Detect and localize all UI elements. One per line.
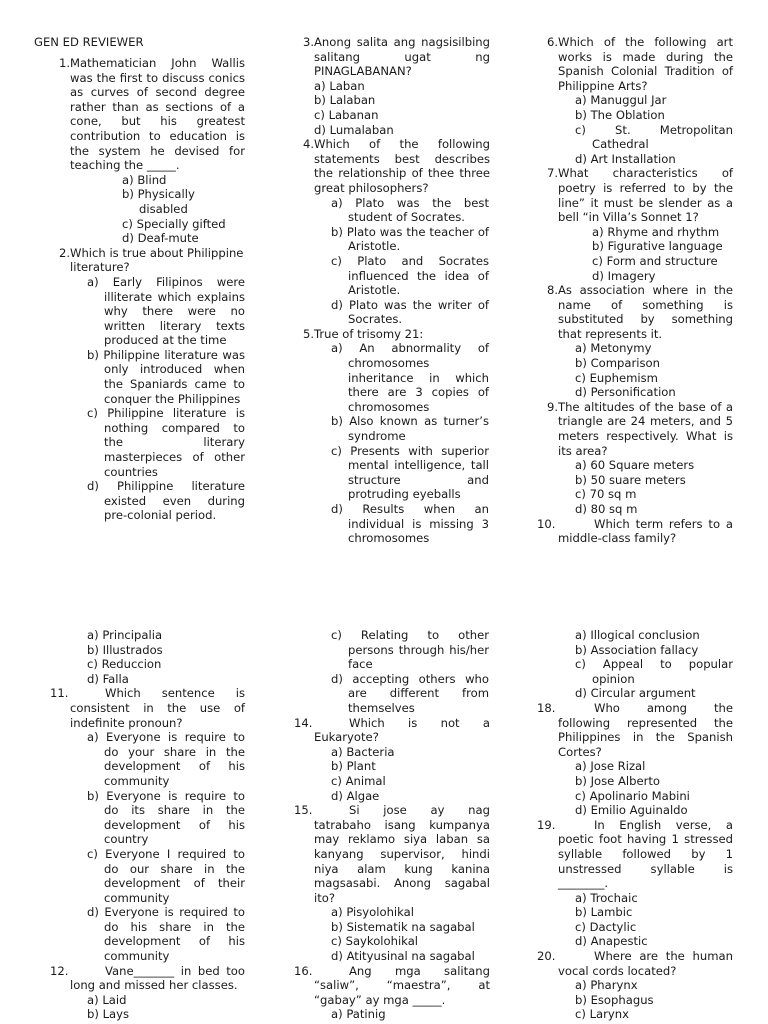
option: b) Philippine literature was only introduced when the Spaniards came to conquer the Philippines [87,347,245,406]
option: a) Pisyolohikal [331,905,414,920]
option: c) Form and structure [592,253,718,268]
option: a) Early Filipinos were illiterate which explains why there were no written literary texts produced at the time [87,274,245,348]
question-text: Which of the following art works is made during the Spanish Colonial Tradition of Philippine Arts? [558,35,733,93]
options-list [575,759,733,817]
option: c) Labanan [314,107,379,122]
option: c) Saykolohikal [331,934,419,949]
option: d) Everyone is required to do his share in the development of his community [87,905,245,964]
option: c) Everyone I required to do our share in the development of their community [87,846,245,905]
option: d) Deaf-mute [122,231,199,246]
question-11 [50,686,245,963]
option: b) Lambic [575,905,633,920]
option: a) Patinig [331,1007,386,1022]
question-1 [50,56,245,246]
option: a) Laban [314,78,365,93]
page1-column-3 [537,35,733,546]
option: c) Animal [331,773,386,788]
option: b) Lalaban [314,93,376,108]
option: d) Atityusinal na sagabal [331,949,475,964]
options-list [87,275,245,523]
option: c) Dactylic [575,919,637,934]
option: d) Circular argument [575,686,696,701]
option: b) The Oblation [575,107,665,122]
question-number: 8. [546,283,558,298]
question-number: 10. [537,516,556,531]
option: a) Trochaic [575,890,638,905]
question-text: As association where in the name of something is substituted by something that represents it. [558,283,733,341]
option: d) Lumalaban [314,122,394,137]
option: d) accepting others who are different from themselves [331,671,489,715]
options-list [575,628,733,701]
option: a) Everyone is require to do your share in the development of his community [87,730,245,788]
question-text: Which of the following statements best describes the relationship of thee three great philosophers? [314,137,490,195]
option: c) Relating to other persons through his/her face [331,628,489,672]
options-list [575,341,733,399]
document-title: GEN ED REVIEWER [34,35,144,49]
options-list [575,93,733,166]
option: c) Plato and Socrates influenced the idea of Aristotle. [331,253,489,298]
question-6 [537,35,733,166]
options-list [122,173,232,246]
page2-column-2 [294,628,490,1022]
options-list [314,79,490,137]
option: b) Esophagus [575,992,654,1007]
option: b) Plant [331,759,376,774]
question-10 [537,517,733,546]
option: b) Sistematik na sagabal [331,919,475,934]
option: b) Comparison [575,356,660,371]
option: d) Falla [87,671,129,686]
option: a) Rhyme and rhythm [592,224,720,239]
question-number: 4. [302,137,314,152]
option: c) Philippine literature is nothing compared to the literary masterpieces of other countries [87,406,245,479]
options-list [331,905,490,963]
question-number: 9. [546,399,558,414]
option: b) Everyone is require to do its share in the development of his country [87,788,245,847]
page2-column-1 [50,628,245,1022]
question-number: 15. [294,803,313,818]
options-list [575,458,733,516]
option: b) Physically disabled [122,187,195,216]
option: c) St. Metropolitan Cathedral [575,122,733,152]
question-14 [294,716,490,804]
question-text: Which term refers to a middle-class family? [558,516,733,546]
question-text: Si jose ay nag tatrabaho isang kumpanya may reklamo siya laban sa kanyang supervisor, hindi niya alam kung kanina magsasabi. Anong sagabal ito? [314,803,490,905]
options-list [87,628,245,686]
option: c) Apolinario Mabini [575,788,690,803]
question-text: The altitudes of the base of a triangle are 24 meters, and 5 meters respectively. What is its area? [558,399,733,458]
option: a) Illogical conclusion [575,628,700,642]
options-list [331,745,490,803]
option: a) Bacteria [331,744,395,759]
option: c) 70 sq m [575,487,637,502]
option: c) Larynx [575,1007,629,1022]
page1-column-2 [294,35,490,546]
option: d) Imagery [592,268,656,283]
option: d) Art Installation [575,151,676,166]
question-number: 12. [50,963,69,978]
question-12 [50,964,245,1022]
question-text: Ang mga salitang “saliw”, “maestra”, at “gabay” ay mga _____. [314,963,490,1007]
option: b) Figurative language [592,239,723,254]
question-number: 19. [537,817,556,832]
question-number: 14. [294,715,313,730]
option: a) 60 Square meters [575,458,695,473]
question-9 [537,400,733,517]
options-list [87,993,245,1022]
question-number: 20. [537,949,556,964]
question-text: Vane_______ in bed too long and missed her classes. [70,963,245,993]
question-19 [537,818,733,949]
question-5 [294,327,490,546]
options-list [331,1007,490,1022]
question-text: Which is true about Philippine literature? [70,245,244,275]
question-number: 1. [58,56,70,70]
options-list [87,730,245,964]
option: b) 50 suare meters [575,472,686,487]
option: c) Specially gifted [122,216,226,231]
question-number: 16. [294,963,313,978]
option: d) Personification [575,385,676,400]
option: d) Philippine literature existed even during pre-colonial period. [87,479,245,523]
options-list [331,196,489,327]
question-text: True of trisomy 21: [314,326,424,341]
option: b) Illustrados [87,642,163,657]
question-20 [537,949,733,1022]
option: b) Also known as turner’s syndrome [331,414,489,444]
question-number: 6. [546,35,558,49]
question-number: 3. [302,35,314,49]
question-text: Where are the human vocal cords located? [558,949,733,978]
options-list [592,225,733,283]
question-4 [294,137,490,327]
option: a) Principalia [87,628,163,642]
option: c) Euphemism [575,370,658,385]
question-8 [537,283,733,400]
option: a) Plato was the best student of Socrates. [331,195,489,225]
option: d) Plato was the writer of Socrates. [331,297,489,327]
option: a) Blind [122,172,167,187]
question-number: 11. [50,686,69,701]
question-text: Which sentence is consistent in the use of indefinite pronoun? [70,686,245,730]
question-number: 2. [58,245,70,260]
page1-column-1 [50,56,245,523]
option: c) Presents with superior mental intelligence, tall structure and protruding eyeballs [331,443,489,502]
question-7 [537,166,733,283]
question-18 [537,701,733,818]
options-list [575,978,733,1022]
question-text: What characteristics of poetry is referred to by the line” it must be slender as a bell “in Villa’s Sonnet 1? [558,166,733,225]
option: c) Appeal to popular opinion [575,657,733,686]
question-text: Which is not a Eukaryote? [314,715,490,745]
question-15 [294,803,490,964]
options-list [331,628,489,716]
question-text: Mathematician John Wallis was the first to discuss conics as curves of second degree rather than as sections of a cone, but his greatest contribution to education is the system he devised for teaching the _____. [70,56,245,173]
question-number: 7. [546,166,558,181]
option: c) Reduccion [87,657,162,672]
option: a) Manuggul Jar [575,93,667,108]
question-number: 18. [537,700,556,715]
option: d) Results when an individual is missing 3 chromosomes [331,502,489,546]
option: d) Anapestic [575,934,648,949]
option: d) Algae [331,788,380,803]
question-2 [50,246,245,523]
option: d) 80 sq m [575,502,638,516]
question-text: Who among the following represented the Philippines in the Spanish Cortes? [558,700,733,759]
question-16 [294,964,490,1022]
option: a) Metonymy [575,341,652,356]
option: d) Emilio Aguinaldo [575,803,688,818]
question-3 [294,35,490,137]
option: b) Association fallacy [575,642,699,657]
option: a) An abnormality of chromosomes inheritance in which there are 3 copies of chromosomes [331,341,489,414]
page2-column-3 [537,628,733,1022]
option: a) Laid [87,992,127,1007]
question-number: 5. [302,326,314,341]
options-list [331,341,489,545]
options-list [575,891,733,949]
option: b) Lays [87,1007,130,1022]
question-text: Anong salita ang nagsisilbing salitang ugat ng PINAGLABANAN? [314,35,490,79]
option: b) Jose Alberto [575,773,660,788]
question-text: In English verse, a poetic foot having 1 stressed syllable followed by 1 unstressed syllable is ________. [558,817,733,891]
option: a) Jose Rizal [575,759,646,774]
option: b) Plato was the teacher of Aristotle. [331,224,489,254]
option: a) Pharynx [575,978,638,993]
